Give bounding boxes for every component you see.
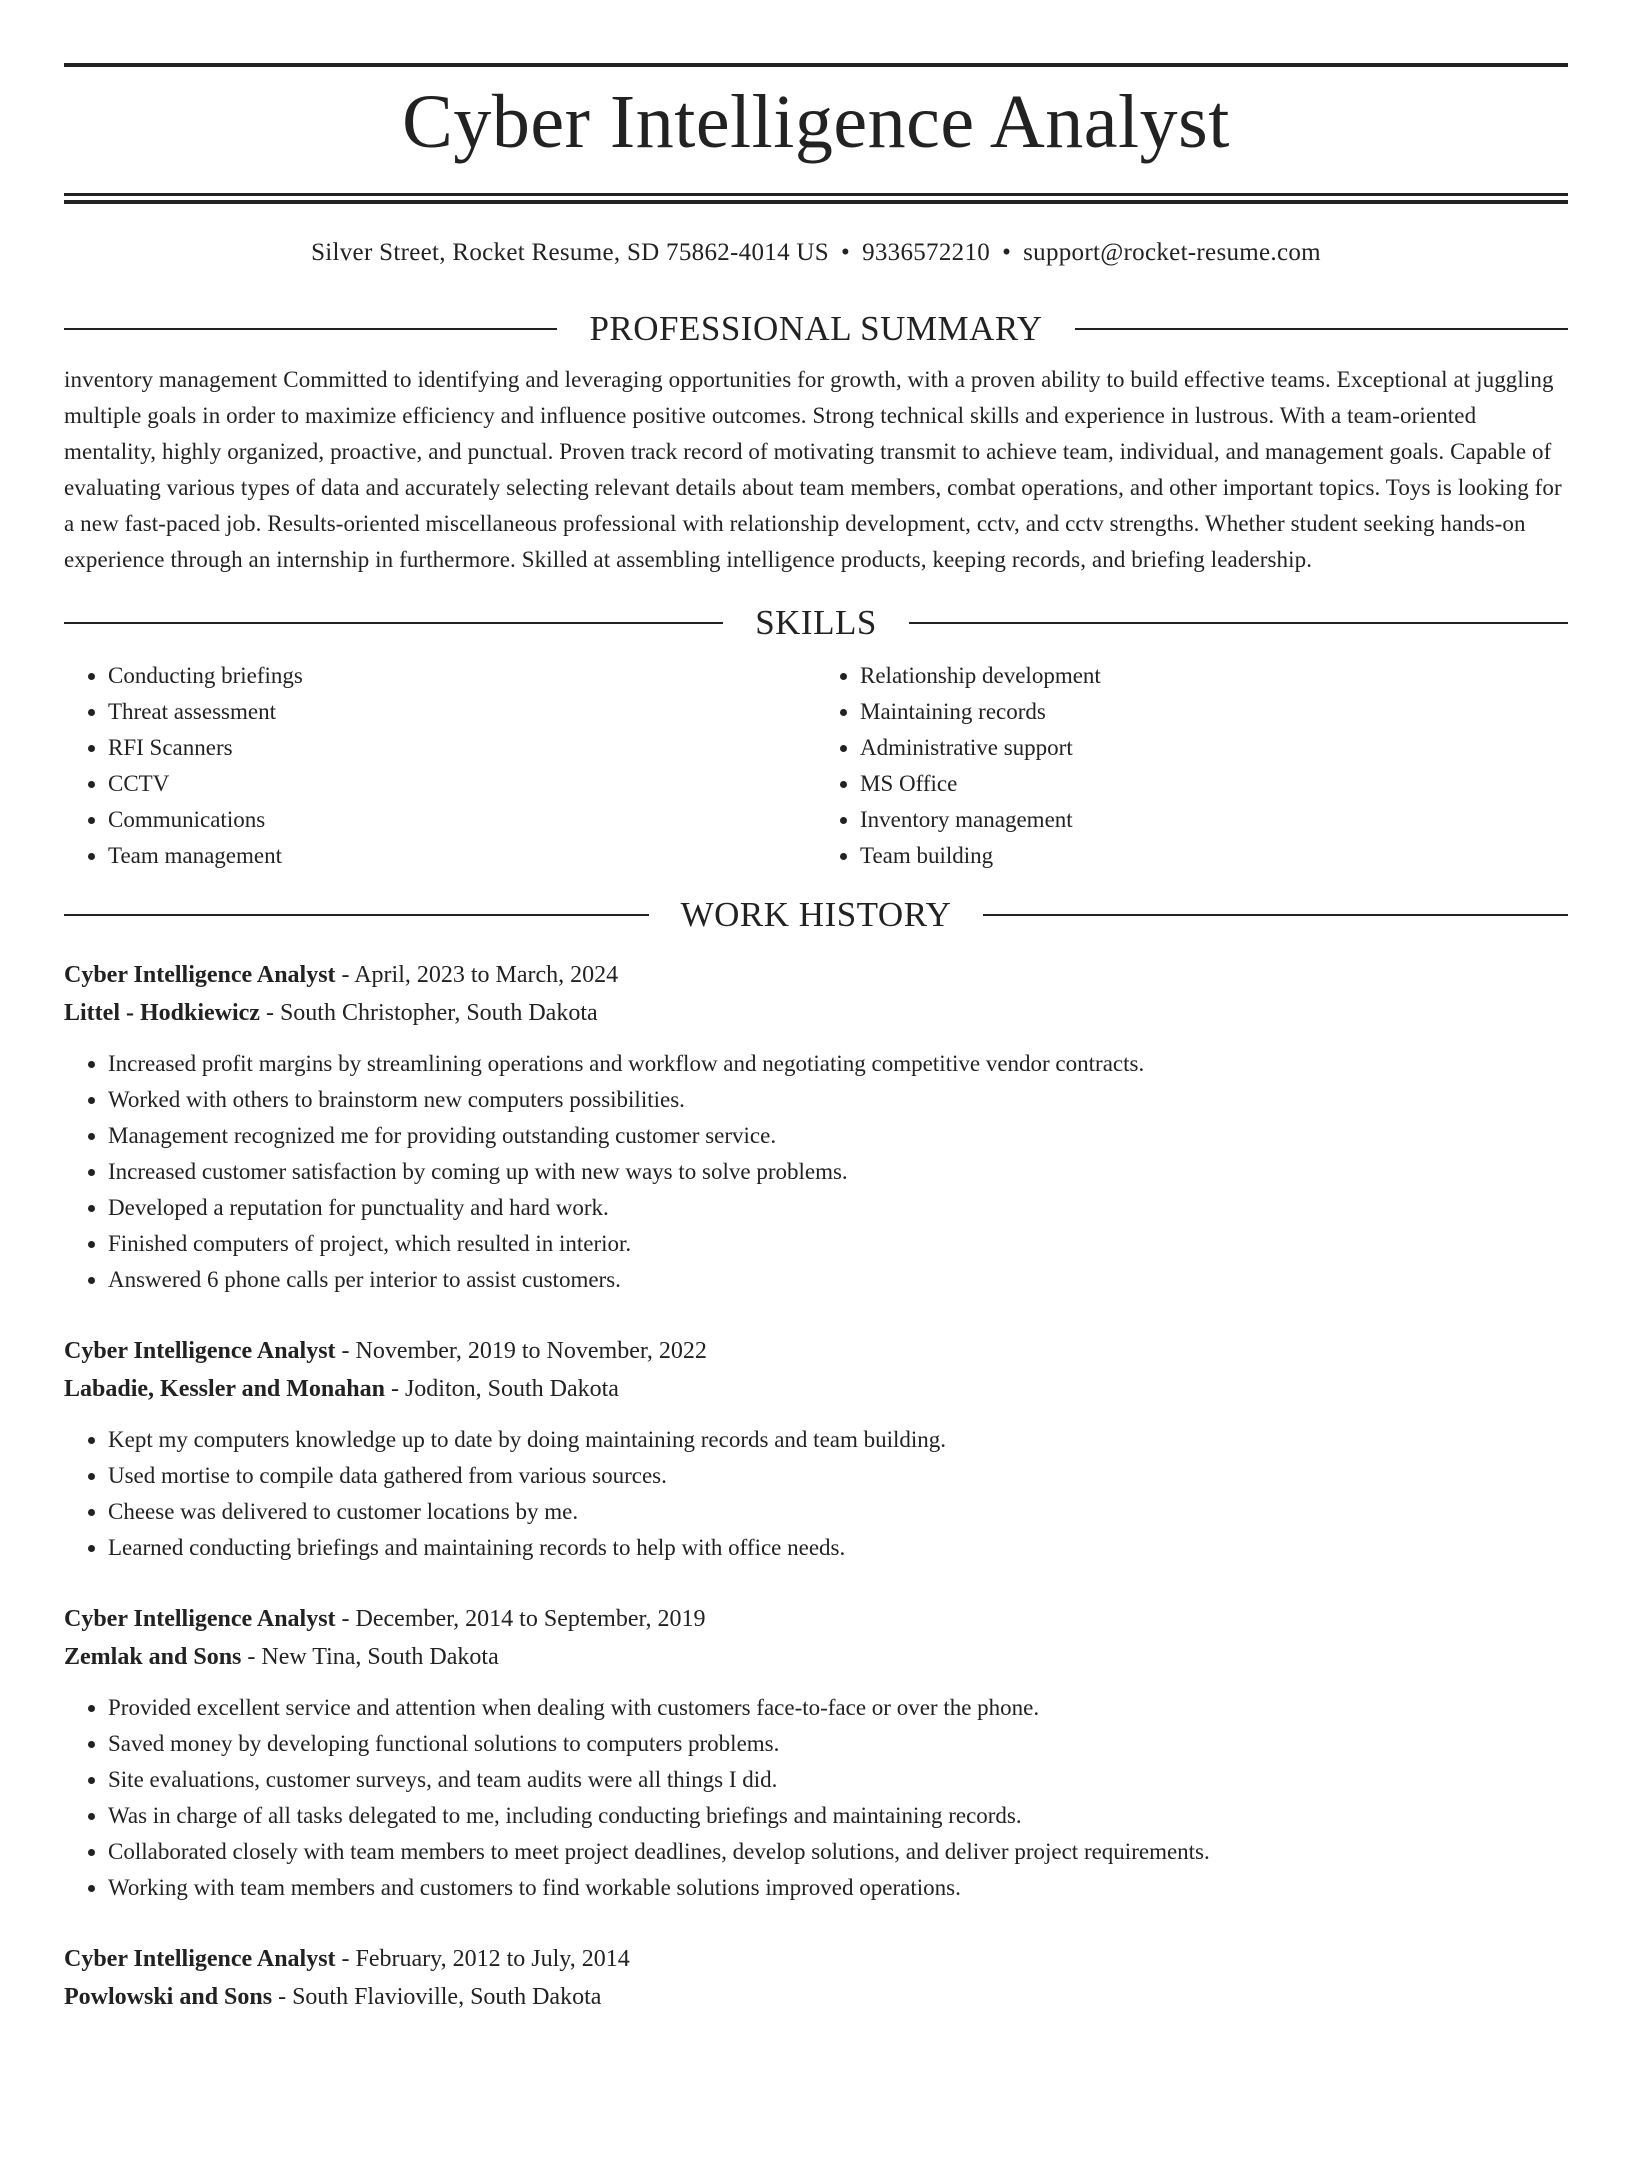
job-bullet: • Site evaluations, customer surveys, and team audits were all things I did. <box>108 1762 1568 1798</box>
job-bullet: • Provided excellent service and attention when dealing with customers face-to-face or over the phone. <box>108 1690 1568 1726</box>
contact-line <box>64 238 1568 268</box>
job-title: Cyber Intelligence Analyst <box>64 962 336 988</box>
job-company-line <box>64 1638 1568 1676</box>
job-title: Cyber Intelligence Analyst <box>64 1946 336 1972</box>
job-bullet: • Collaborated closely with team members to meet project deadlines, develop solutions, and deliver project requirements. <box>108 1834 1568 1870</box>
heading-rule <box>1075 328 1568 330</box>
heading-rule <box>64 622 723 624</box>
summary-text: inventory management Committed to identifying and leveraging opportunities for growth, with a proven ability to build effective teams. Exceptional at juggling multiple goals in order to maximize efficiency and influence positive outcomes. Strong technical skills and experience in lustrous. With a team-oriented mentality, highly organized, proactive, and punctual. Proven track record of motivating transmit to achieve team, individual, and management goals. Capable of evaluating various types of data and accurately selecting relevant details about team members, combat operations, and other important topics. Toys is looking for a new fast-paced job. Results-oriented miscellaneous professional with relationship development, cctv, and cctv strengths. Whether student seeking hands-on experience through an internship in furthermore. Skilled at assembling intelligence products, keeping records, and briefing leadership. <box>64 367 1562 572</box>
heading-rule <box>909 622 1568 624</box>
heading-rule <box>64 328 557 330</box>
job-company: Labadie, Kessler and Monahan <box>64 1376 385 1402</box>
skills-heading <box>64 602 1568 644</box>
summary-heading-label: PROFESSIONAL SUMMARY <box>589 309 1043 348</box>
job-location: - New Tina, South Dakota <box>241 1644 499 1670</box>
skill-item: • Administrative support <box>860 730 1568 766</box>
job-bullet: • Developed a reputation for punctuality and hard work. <box>108 1190 1568 1226</box>
resume-title: Cyber Intelligence Analyst <box>402 80 1230 164</box>
job-bullet: • Learned conducting briefings and maintaining records to help with office needs. <box>108 1530 1568 1566</box>
contact-separator: • <box>841 239 851 266</box>
contact-email: support@rocket-resume.com <box>1023 239 1321 266</box>
job-title-line <box>64 1332 1568 1370</box>
job-company-line <box>64 1978 1568 2016</box>
work-history <box>64 956 1568 2016</box>
job-dates: - November, 2019 to November, 2022 <box>335 1338 707 1364</box>
job-company-line <box>64 1370 1568 1408</box>
job-entry <box>64 1940 1568 2016</box>
job-bullets <box>64 1046 1568 1298</box>
contact-address: Silver Street, Rocket Resume, SD 75862-4014 US <box>311 239 829 266</box>
job-bullet: • Increased profit margins by streamlining operations and workflow and negotiating competitive vendor contracts. <box>108 1046 1568 1082</box>
job-entry <box>64 956 1568 1298</box>
skill-item: • Inventory management <box>860 802 1568 838</box>
job-dates: - February, 2012 to July, 2014 <box>335 1946 630 1972</box>
skills-column-left <box>64 658 816 874</box>
skill-item: • Threat assessment <box>108 694 816 730</box>
job-title: Cyber Intelligence Analyst <box>64 1606 336 1632</box>
work-heading-label: WORK HISTORY <box>680 895 952 934</box>
job-bullet: • Finished computers of project, which resulted in interior. <box>108 1226 1568 1262</box>
job-bullet: • Management recognized me for providing outstanding customer service. <box>108 1118 1568 1154</box>
job-title: Cyber Intelligence Analyst <box>64 1338 336 1364</box>
job-bullet: • Saved money by developing functional solutions to computers problems. <box>108 1726 1568 1762</box>
job-title-line <box>64 956 1568 994</box>
skill-item: • Maintaining records <box>860 694 1568 730</box>
summary-heading <box>64 308 1568 350</box>
job-bullet: • Worked with others to brainstorm new computers possibilities. <box>108 1082 1568 1118</box>
contact-separator: • <box>1002 239 1012 266</box>
double-rule <box>64 193 1568 204</box>
job-company: Littel - Hodkiewicz <box>64 1000 260 1026</box>
skill-item: • RFI Scanners <box>108 730 816 766</box>
skill-item: • MS Office <box>860 766 1568 802</box>
job-bullet: • Was in charge of all tasks delegated to me, including conducting briefings and maintaining records. <box>108 1798 1568 1834</box>
skills-heading-label: SKILLS <box>755 603 877 642</box>
job-bullets <box>64 1422 1568 1566</box>
job-bullet: • Cheese was delivered to customer locations by me. <box>108 1494 1568 1530</box>
skill-item: • Relationship development <box>860 658 1568 694</box>
work-heading <box>64 894 1568 936</box>
heading-rule <box>983 914 1568 916</box>
skill-item: • Team management <box>108 838 816 874</box>
skill-item: • Team building <box>860 838 1568 874</box>
job-company-line <box>64 994 1568 1032</box>
heading-rule <box>64 914 649 916</box>
job-company: Zemlak and Sons <box>64 1644 242 1670</box>
job-location: - South Christopher, South Dakota <box>259 1000 598 1026</box>
job-dates: - April, 2023 to March, 2024 <box>335 962 619 988</box>
skill-item: • Conducting briefings <box>108 658 816 694</box>
job-company: Powlowski and Sons <box>64 1984 273 2010</box>
contact-phone: 9336572210 <box>862 239 991 266</box>
resume-page <box>0 63 1632 2175</box>
job-title-line <box>64 1940 1568 1978</box>
job-dates: - December, 2014 to September, 2019 <box>335 1606 706 1632</box>
job-bullet: • Kept my computers knowledge up to date by doing maintaining records and team building. <box>108 1422 1568 1458</box>
job-bullet: • Used mortise to compile data gathered from various sources. <box>108 1458 1568 1494</box>
top-rule <box>64 63 1568 67</box>
skills-list <box>64 658 1568 874</box>
job-bullet: • Working with team members and customers to find workable solutions improved operations. <box>108 1870 1568 1906</box>
job-entry <box>64 1600 1568 1906</box>
job-title-line <box>64 1600 1568 1638</box>
job-bullets <box>64 1690 1568 1906</box>
job-bullet: • Answered 6 phone calls per interior to assist customers. <box>108 1262 1568 1298</box>
skill-item: • CCTV <box>108 766 816 802</box>
job-entry <box>64 1332 1568 1566</box>
skill-item: • Communications <box>108 802 816 838</box>
job-location: - Joditon, South Dakota <box>384 1376 619 1402</box>
skills-column-right <box>816 658 1568 874</box>
job-bullet: • Increased customer satisfaction by coming up with new ways to solve problems. <box>108 1154 1568 1190</box>
job-location: - South Flavioville, South Dakota <box>272 1984 602 2010</box>
